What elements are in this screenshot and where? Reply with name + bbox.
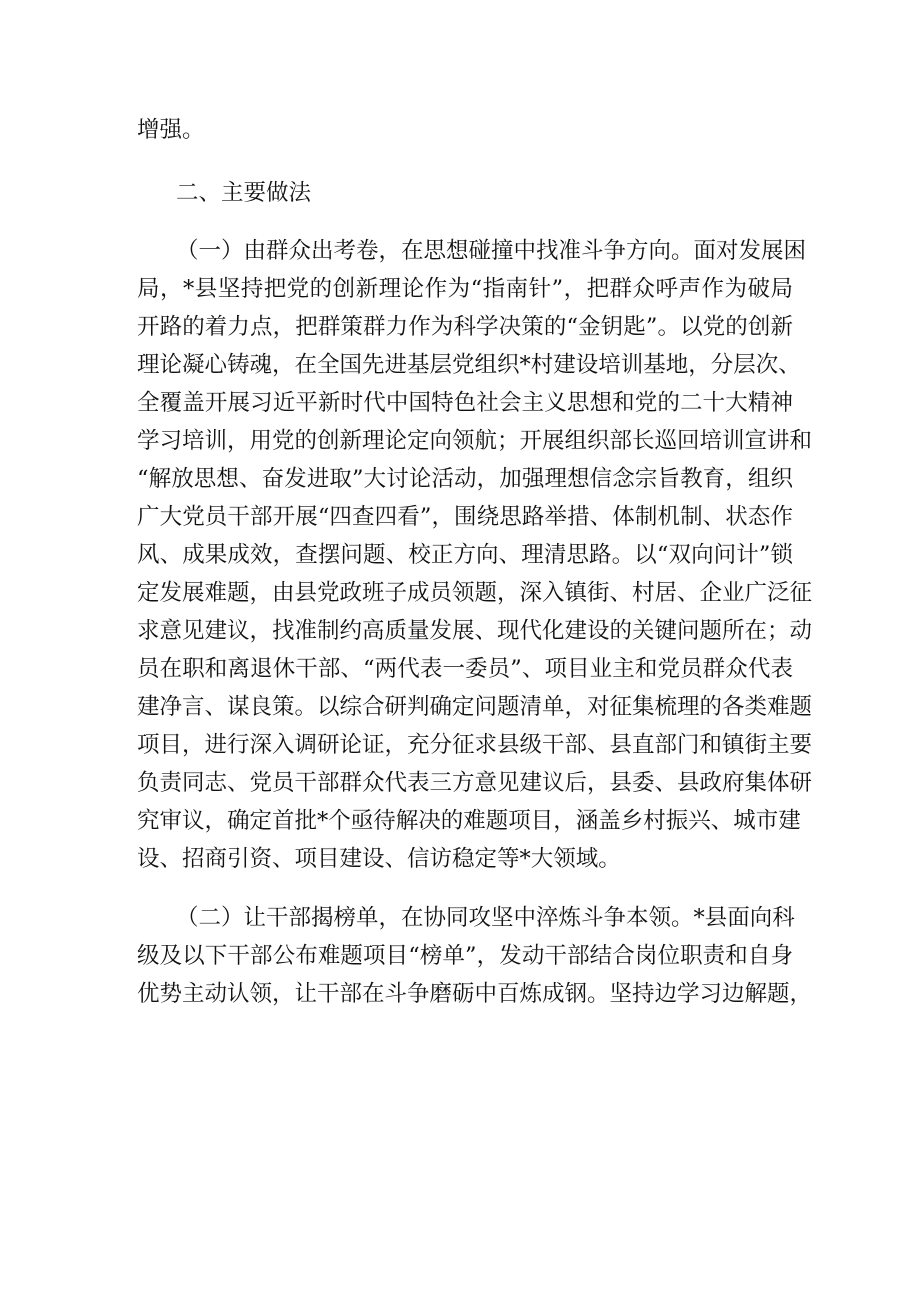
paragraph-1-line: 开路的着力点，把群策群力作为科学决策的“金钥匙”。以党的创新: [137, 314, 793, 340]
section-heading: 二、主要做法: [176, 180, 312, 206]
paragraph-1-line: 学习培训，用党的创新理论定向领航；开展组织部长巡回培训宣讲和: [137, 428, 813, 454]
paragraph-1-line: “解放思想、奋发进取”大讨论活动，加强理想信念宗旨教育，组织: [137, 466, 793, 492]
paragraph-1-line: 员在职和离退休干部、“两代表一委员”、项目业主和党员群众代表: [137, 656, 793, 682]
paragraph-2-line: 优势主动认领，让干部在斗争磨砺中百炼成钢。坚持边学习边解题，: [137, 981, 813, 1007]
paragraph-1-line: 项目，进行深入调研论证，充分征求县级干部、县直部门和镇街主要: [137, 732, 813, 758]
paragraph-1-line: 求意见建议，找准制约高质量发展、现代化建设的关键问题所在；动: [137, 618, 813, 644]
text-line: 增强。: [137, 117, 205, 143]
paragraph-2-line: 级及以下干部公布难题项目“榜单”，发动干部结合岗位职责和自身: [137, 943, 793, 969]
paragraph-1-line: 广大党员干部开展“四查四看”，围绕思路举措、体制机制、状态作: [137, 504, 793, 530]
paragraph-2-line: （二）让干部揭榜单，在协同攻坚中淬炼斗争本领。*县面向科: [176, 905, 795, 931]
paragraph-1-line: 负责同志、党员干部群众代表三方意见建议后，县委、县政府集体研: [137, 770, 813, 796]
paragraph-1-line: （一）由群众出考卷，在思想碰撞中找准斗争方向。面对发展困: [176, 238, 807, 264]
paragraph-1-line: 理论凝心铸魂，在全国先进基层党组织*村建设培训基地，分层次、: [137, 352, 801, 378]
paragraph-1-line: 局，*县坚持把党的创新理论作为“指南针”，把群众呼声作为破局: [137, 276, 793, 302]
paragraph-1-line: 风、成果成效，查摆问题、校正方向、理清思路。以“双向问计”锁: [137, 542, 793, 568]
paragraph-1-line: 建净言、谋良策。以综合研判确定问题清单，对征集梳理的各类难题: [137, 694, 813, 720]
paragraph-1-line: 定发展难题，由县党政班子成员领题，深入镇街、村居、企业广泛征: [137, 580, 813, 606]
paragraph-1-line: 全覆盖开展习近平新时代中国特色社会主义思想和党的二十大精神: [137, 390, 793, 416]
paragraph-1-line: 设、招商引资、项目建设、信访稳定等*大领域。: [137, 846, 621, 872]
paragraph-1-line: 究审议，确定首批*个亟待解决的难题项目，涵盖乡村振兴、城市建: [137, 808, 801, 834]
